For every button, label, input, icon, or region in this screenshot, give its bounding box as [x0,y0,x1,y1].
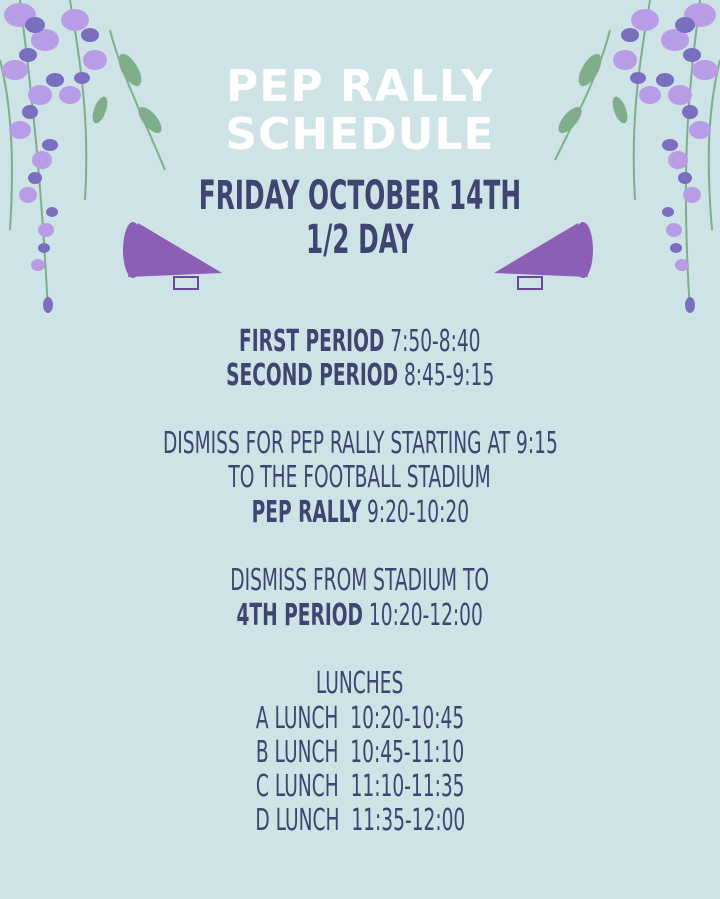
rally-row [0,497,720,529]
period-time: 8:45-9:15 [403,358,495,393]
lunch-time: 10:20-10:45 [350,701,465,736]
fourth-period-label: 4TH PERIOD [236,598,364,633]
lunch-row [0,703,720,735]
rally-label: PEP RALLY [251,495,361,530]
megaphone-right-icon [488,215,598,295]
after-dismiss-text: DISMISS FROM STADIUM TO [230,563,490,598]
period-time: 7:50-8:40 [390,324,481,359]
period-row [0,326,720,358]
lunch-label: D LUNCH [255,803,340,838]
rally-dismiss-text2: TO THE FOOTBALL STADIUM [228,460,492,495]
after-dismiss-line [0,565,720,597]
poster-title-line1: PEP RALLY [226,61,494,112]
period-label: SECOND PERIOD [225,358,398,393]
lunch-label: B LUNCH [255,735,339,770]
lunch-row [0,737,720,769]
lunches-heading [0,668,720,700]
lunch-time: 11:35-12:00 [351,803,465,838]
rally-time: 9:20-10:20 [366,495,469,530]
lunch-label: A LUNCH [255,701,339,736]
fourth-period-row [0,600,720,632]
date-line [0,173,720,219]
period-row [0,360,720,392]
day-type-line [0,217,720,263]
lunch-label: C LUNCH [255,769,339,804]
period-label: FIRST PERIOD [239,324,385,359]
lunch-time: 10:45-11:10 [350,735,465,770]
rally-dismiss-line1 [0,428,720,460]
lunch-time: 11:10-11:35 [350,769,465,804]
rally-dismiss-text1: DISMISS FOR PEP RALLY STARTING AT 9:15 [162,426,558,461]
lunches-heading-text: LUNCHES [316,666,404,701]
rally-dismiss-line2 [0,462,720,494]
fourth-period-time: 10:20-12:00 [369,598,484,633]
poster-title-line2: SCHEDULE [225,109,495,160]
lunch-row [0,771,720,803]
date-text: FRIDAY OCTOBER 14TH [198,173,522,219]
day-type-text: 1/2 DAY [306,217,414,263]
lunch-row [0,805,720,837]
megaphone-left-icon [118,215,228,295]
